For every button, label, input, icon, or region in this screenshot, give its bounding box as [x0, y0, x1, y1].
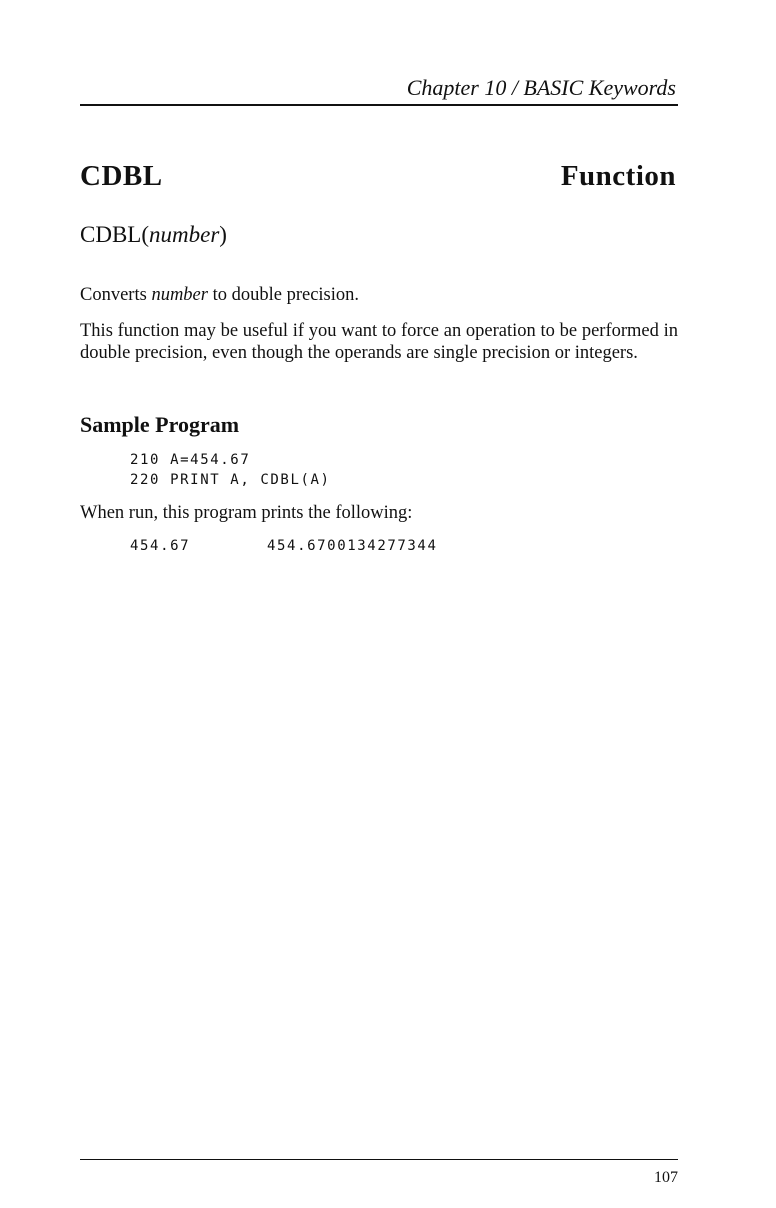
output-value-single: 454.67: [130, 538, 191, 554]
description-argument: number: [151, 285, 208, 305]
output-value-double: 454.6700134277344: [267, 538, 438, 554]
code-line: 220 PRINT A, CDBL(A): [130, 472, 331, 488]
footer-rule: [80, 1159, 678, 1160]
syntax-argument: number: [149, 222, 220, 247]
output-intro-paragraph: When run, this program prints the following:: [80, 503, 413, 523]
description-text-end: to double precision.: [207, 285, 360, 305]
sample-program-heading: Sample Program: [80, 412, 240, 437]
description-text: Converts: [80, 285, 152, 305]
description-paragraph: [80, 284, 678, 306]
usage-paragraph: This function may be useful if you want to force an operation to be performed in double precision, even though the operands are single precision or integers.: [80, 321, 678, 363]
keyword-type: Function: [560, 160, 676, 192]
program-output: [130, 536, 438, 556]
sample-program-code: [130, 450, 331, 490]
header-rule: [80, 104, 678, 106]
syntax-line: [80, 220, 227, 250]
page-number: 107: [654, 1169, 678, 1186]
running-head: Chapter 10 / BASIC Keywords: [406, 75, 676, 100]
syntax-close: ): [219, 222, 227, 247]
code-line: 210 A=454.67: [130, 452, 251, 468]
keyword-title: CDBL: [80, 160, 163, 192]
syntax-keyword: CDBL(: [80, 222, 149, 247]
